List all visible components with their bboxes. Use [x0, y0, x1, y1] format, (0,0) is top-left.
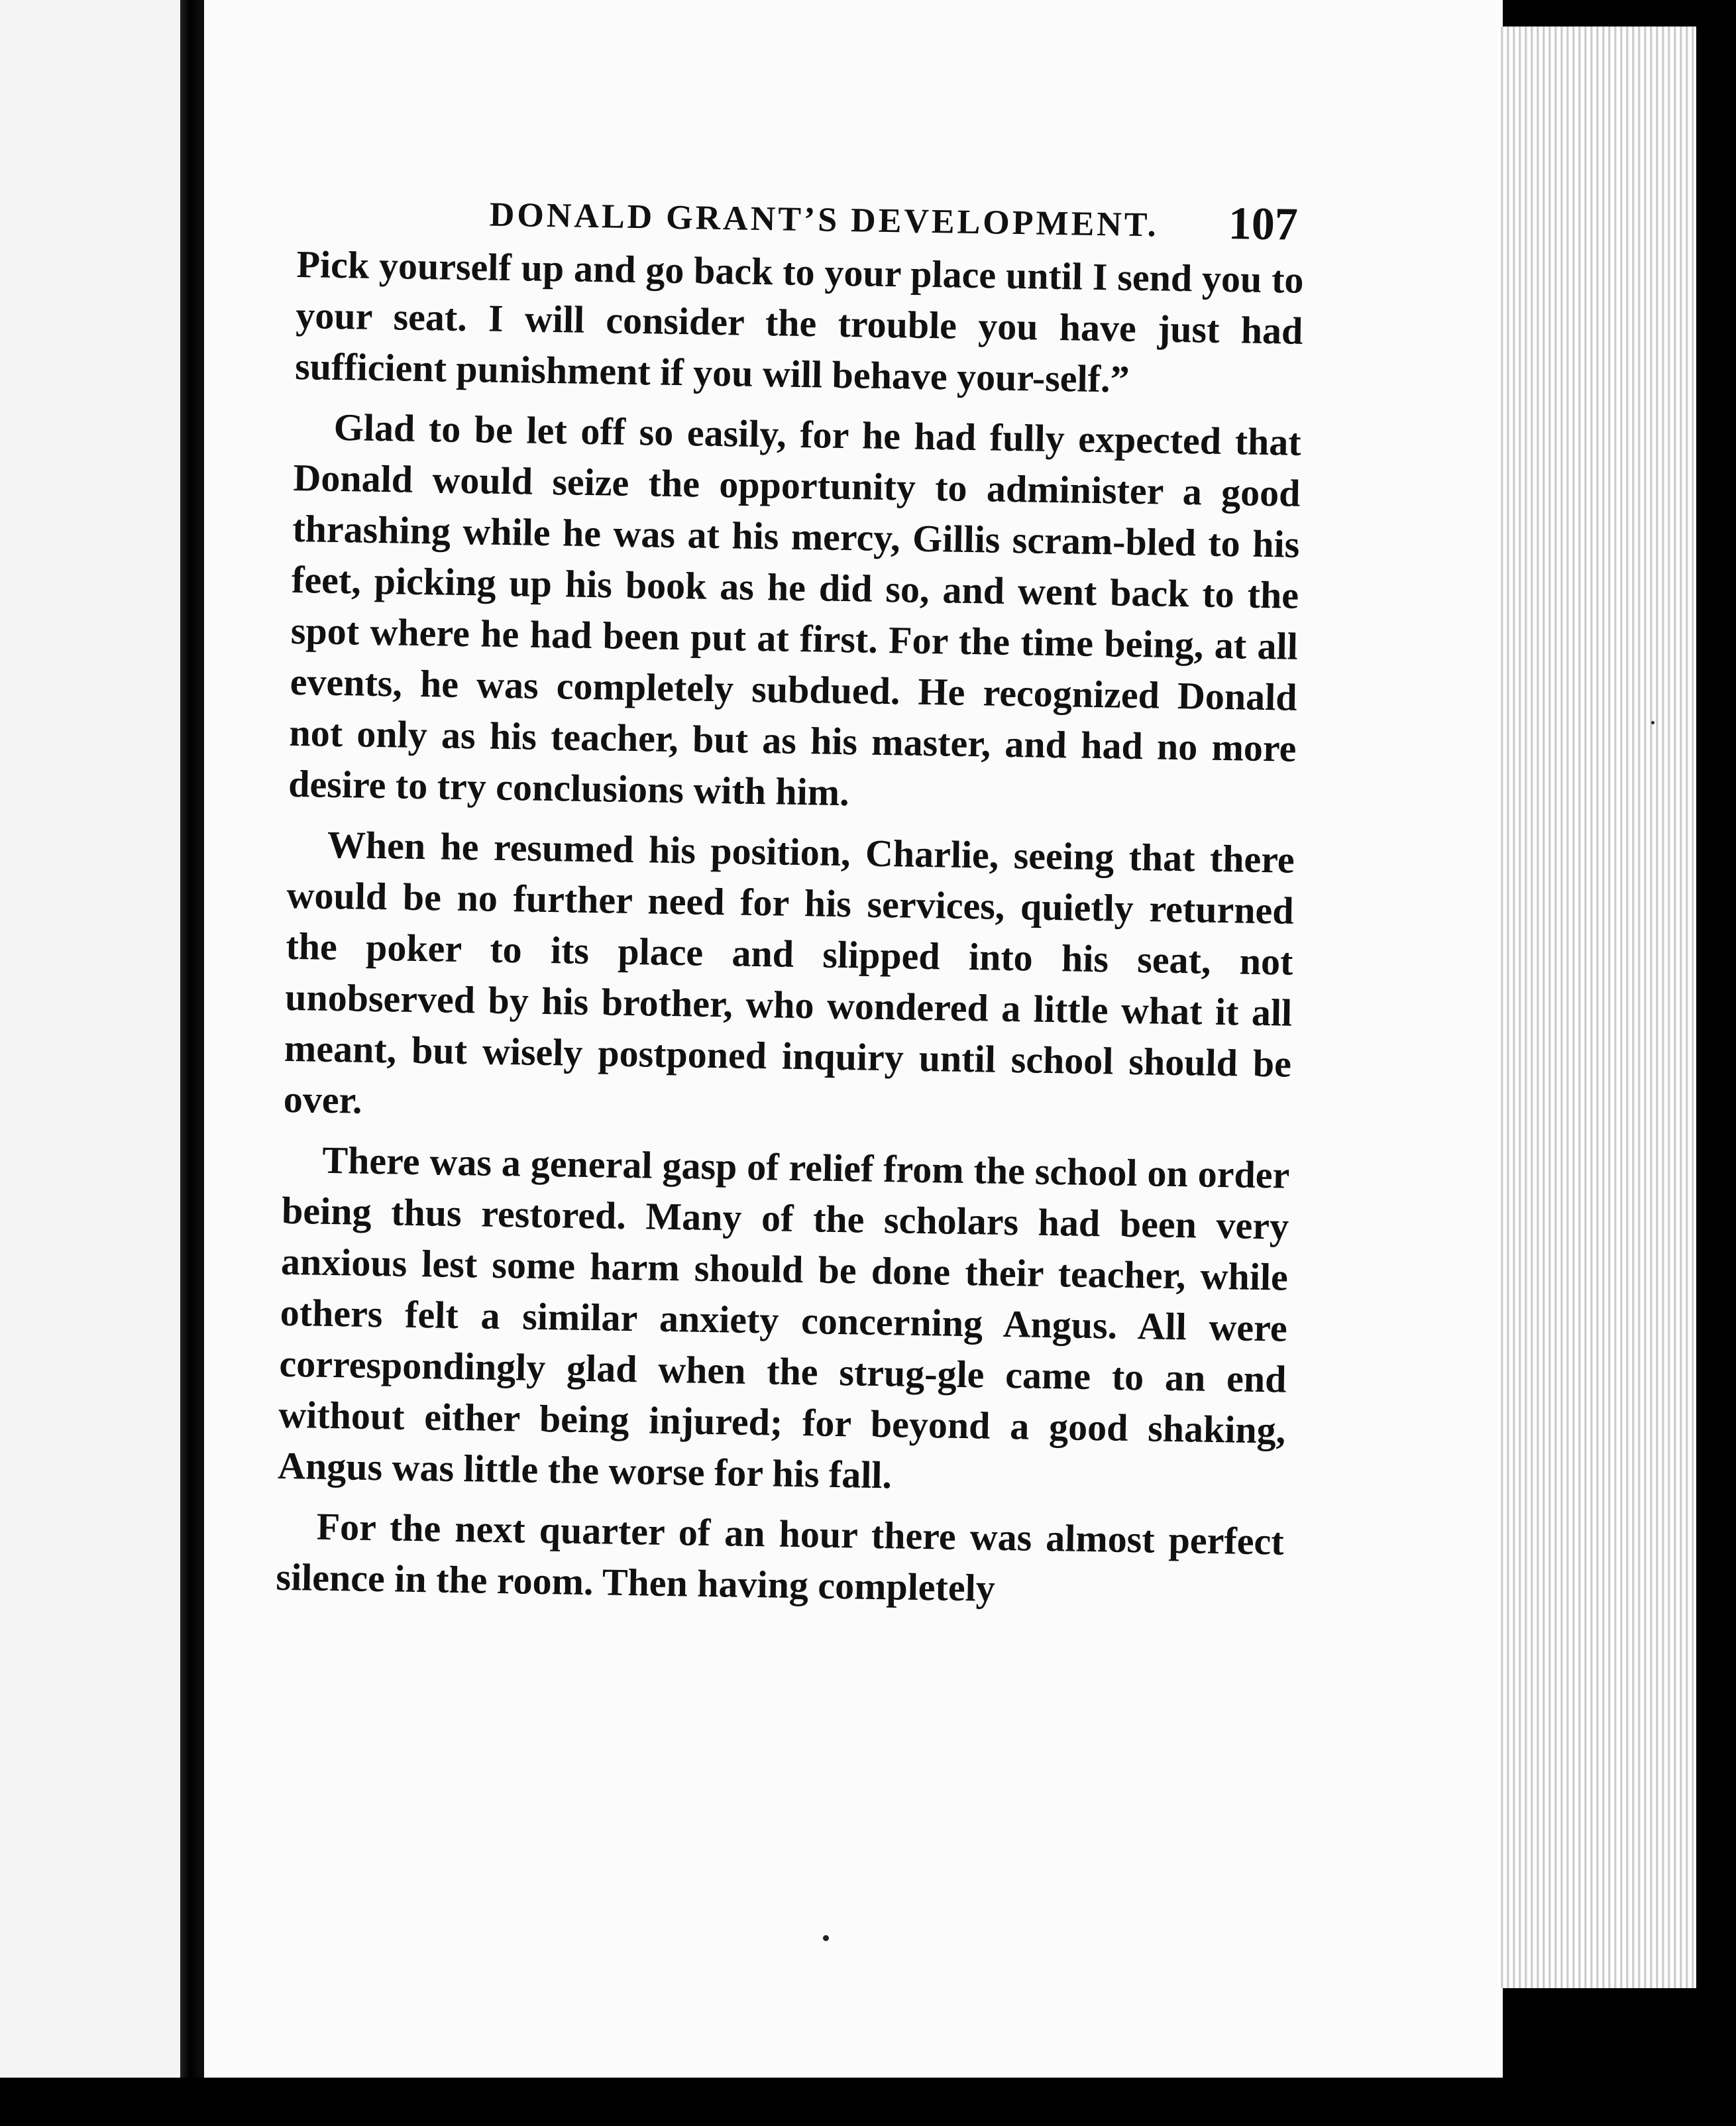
book-gutter	[180, 0, 204, 2126]
scan-border-bottom	[0, 2078, 1736, 2126]
paragraph-2: Glad to be let off so easily, for he had fully expected that Donald would seize the opportunity to administer a good thrashing while he was at his mercy, Gillis scram-bled to his feet, picking up his book as he did so, and went back to the spot where he had been put at first. For the time being, at all events, he was completely subdued. He recognized Donald not only as his teacher, but as his master, and had no more desire to try conclusions with him.	[288, 405, 1302, 814]
running-title: DONALD GRANT’S DEVELOPMENT.	[489, 196, 1160, 245]
facing-page-edge	[0, 0, 180, 2126]
ink-speck	[823, 1935, 829, 1941]
paragraph-3: When he resumed his position, Charlie, seeing that there would be no further need for his services, quietly returned the poker to its place and slipped into his seat, not unobserved by his brother, who wondered a little what it all meant, but wisely postponed inquiry until school should be over.	[283, 822, 1295, 1122]
scan-border-right	[1696, 0, 1736, 2126]
ink-speck	[1651, 721, 1655, 724]
paragraph-4: There was a general gasp of relief from the school on order being thus restored. Many of the scholars had been very anxious lest some harm should be done their teacher, while others felt a similar anxiety concerning Angus. All were correspondingly glad when the strug-gle came to an end without either being injured; for beyond a good shaking, Angus was little the worse for his fall.	[277, 1138, 1290, 1497]
page-block-edges	[1497, 27, 1696, 1988]
paragraph-1: Pick yourself up and go back to your place until I send you to your seat. I will consider the trouble you have just had sufficient punishment if you will behave your-self.”	[294, 242, 1304, 401]
page-number: 107	[1228, 198, 1299, 251]
scan-border-top	[1504, 0, 1703, 27]
page-text-block	[276, 166, 1305, 1628]
paragraph-5: For the next quarter of an hour there was almost perfect silence in the room. Then having completely	[276, 1504, 1285, 1610]
